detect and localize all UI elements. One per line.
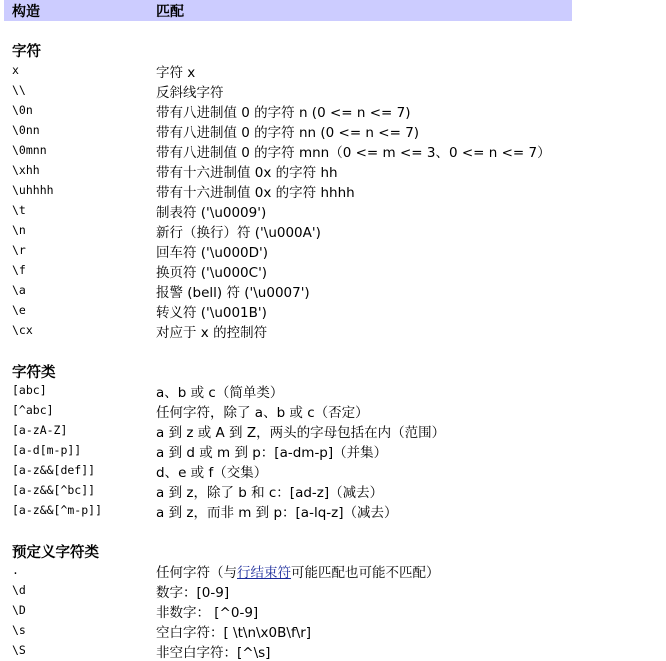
construct-cell: [a-zA-Z] (12, 423, 68, 437)
table-row (0, 421, 666, 441)
table-row (0, 641, 666, 661)
construct-cell: \cx (12, 323, 33, 337)
section-title-predefined-classes: 预定义字符类 (12, 545, 99, 561)
table-row (0, 81, 666, 101)
match-cell: 带有八进制值 0 的字符 nn (0 <= n <= 7) (156, 125, 420, 141)
table-row (0, 141, 666, 161)
match-cell: 非数字： [^0-9] (156, 605, 259, 621)
line-terminator-link[interactable]: 行结束符 (237, 565, 291, 581)
table-row (0, 261, 666, 281)
construct-cell: [a-z&&[^bc]] (12, 483, 96, 497)
table-header (4, 0, 572, 21)
table-row (0, 181, 666, 201)
construct-cell: \\ (12, 83, 26, 97)
table-row (0, 61, 666, 81)
section-title-character-classes: 字符类 (12, 365, 56, 381)
section-title-characters: 字符 (12, 44, 41, 60)
match-cell: 带有十六进制值 0x 的字符 hhhh (156, 185, 355, 201)
construct-cell: [a-z&&[def]] (12, 463, 96, 477)
match-cell: 新行（换行）符 ('\u000A') (156, 225, 321, 241)
match-cell: a 到 z，除了 b 和 c：[ad-z]（减去） (156, 485, 384, 501)
table-row (0, 461, 666, 481)
header-construct: 构造 (12, 4, 40, 20)
match-cell: 带有十六进制值 0x 的字符 hh (156, 165, 338, 181)
construct-cell: \r (12, 243, 26, 257)
table-row (0, 441, 666, 461)
table-row (0, 221, 666, 241)
table-row (0, 381, 666, 401)
match-cell: a 到 d 或 m 到 p：[a-dm-p]（并集） (156, 445, 388, 461)
table-row (0, 501, 666, 521)
match-cell: 非空白字符：[^\s] (156, 645, 271, 661)
match-text-before: 任何字符（与 (156, 565, 237, 581)
table-row (0, 601, 666, 621)
header-match: 匹配 (156, 4, 184, 20)
construct-cell: \t (12, 203, 26, 217)
construct-cell: [^abc] (12, 403, 54, 417)
construct-cell: x (12, 63, 19, 77)
construct-cell: [a-d[m-p]] (12, 443, 82, 457)
table-row (0, 101, 666, 121)
table-row (0, 321, 666, 341)
table-row (0, 201, 666, 221)
match-cell: 字符 x (156, 65, 196, 81)
match-cell: 报警 (bell) 符 ('\u0007') (156, 285, 310, 301)
construct-cell: \d (12, 583, 26, 597)
match-cell: 数字：[0-9] (156, 585, 230, 601)
table-row (0, 241, 666, 261)
match-cell: a 到 z 或 A 到 Z，两头的字母包括在内（范围） (156, 425, 446, 441)
table-row (0, 161, 666, 181)
construct-cell: \0mnn (12, 143, 47, 157)
construct-cell: \e (12, 303, 26, 317)
match-cell: 带有八进制值 0 的字符 n (0 <= n <= 7) (156, 105, 411, 121)
match-cell: 换页符 ('\u000C') (156, 265, 268, 281)
table-row (0, 281, 666, 301)
table-row (0, 401, 666, 421)
match-cell: 带有八进制值 0 的字符 mnn（0 <= m <= 3、0 <= n <= 7） (156, 145, 551, 161)
construct-cell: \s (12, 623, 26, 637)
match-cell: 回车符 ('\u000D') (156, 245, 269, 261)
match-cell (156, 561, 440, 581)
match-cell: 对应于 x 的控制符 (156, 325, 268, 341)
construct-cell: \D (12, 603, 26, 617)
match-cell: a、b 或 c（简单类） (156, 385, 284, 401)
match-cell: 任何字符，除了 a、b 或 c（否定） (156, 405, 369, 421)
construct-cell: \0n (12, 103, 33, 117)
match-cell: 转义符 ('\u001B') (156, 305, 267, 321)
table-row (0, 581, 666, 601)
match-cell: d、e 或 f（交集） (156, 465, 268, 481)
table-row (0, 621, 666, 641)
table-row (0, 481, 666, 501)
construct-cell: [abc] (12, 383, 47, 397)
table-row (0, 301, 666, 321)
construct-cell: \n (12, 223, 26, 237)
construct-cell: \xhh (12, 163, 40, 177)
match-cell: 反斜线字符 (156, 85, 224, 101)
table-row (0, 121, 666, 141)
construct-cell: \f (12, 263, 26, 277)
construct-cell: \a (12, 283, 26, 297)
table-row (0, 561, 666, 581)
match-text-after: 可能匹配也可能不匹配） (291, 565, 440, 581)
construct-cell: \S (12, 643, 26, 657)
construct-cell: \0nn (12, 123, 40, 137)
construct-cell: . (12, 563, 19, 577)
construct-cell: [a-z&&[^m-p]] (12, 503, 103, 517)
construct-cell: \uhhhh (12, 183, 54, 197)
match-cell: 空白字符：[ \t\n\x0B\f\r] (156, 625, 312, 641)
match-cell: 制表符 ('\u0009') (156, 205, 267, 221)
match-cell: a 到 z，而非 m 到 p：[a-lq-z]（减去） (156, 505, 398, 521)
